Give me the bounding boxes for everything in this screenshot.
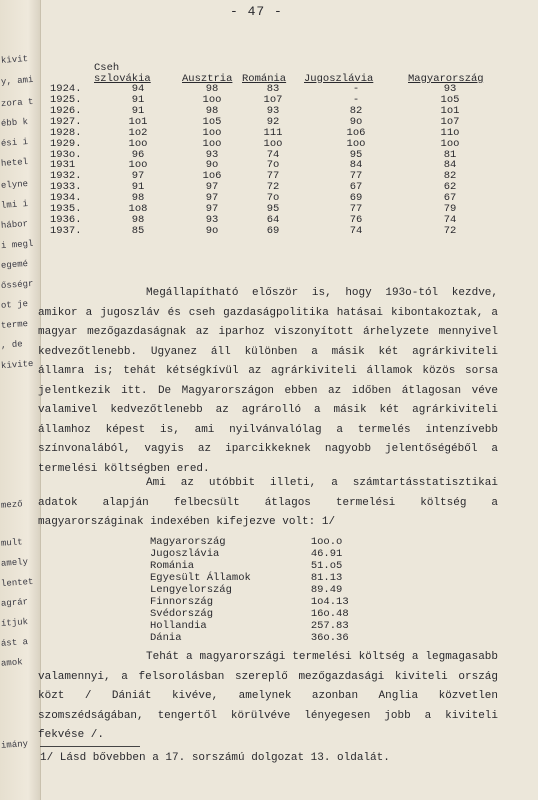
value-cell: 98 (131, 192, 145, 205)
index-row (150, 548, 349, 560)
table-row (50, 128, 492, 139)
margin-fragment: ési i (0, 137, 29, 149)
index-value: 81.13 (310, 572, 343, 584)
index-value: 257.83 (310, 620, 349, 632)
margin-fragment: mező (0, 499, 23, 511)
year-cell: 1925. (50, 94, 82, 107)
year-cell: 1936. (50, 213, 82, 226)
value-cell: 81 (443, 148, 457, 161)
value-cell: 77 (349, 170, 363, 183)
country-name: Svédország (150, 608, 214, 620)
value-cell: 64 (266, 213, 280, 226)
index-row (150, 632, 349, 644)
previous-page-margin (0, 0, 41, 800)
year-cell: 1932. (50, 170, 82, 183)
value-cell: 92 (266, 115, 280, 128)
margin-fragment: imány (0, 739, 29, 751)
year-cell: 1934. (50, 192, 82, 205)
country-name: Dánia (150, 632, 182, 644)
country-name: Hollandia (150, 620, 207, 632)
value-cell: 1o5 (202, 115, 222, 128)
value-cell: 95 (349, 148, 363, 161)
value-cell: 9o (205, 159, 219, 172)
header-ausztria: Ausztria (182, 72, 233, 85)
value-cell: 1o1 (440, 104, 460, 117)
value-cell: 91 (131, 94, 145, 107)
value-cell: 85 (131, 224, 145, 237)
margin-fragment: ot je (0, 299, 29, 311)
year-cell: 1928. (50, 126, 82, 139)
header-cseh: Cseh (94, 61, 120, 74)
value-cell: 1o7 (440, 115, 460, 128)
value-cell: 1o5 (440, 94, 460, 107)
index-row (150, 572, 349, 584)
table-row (50, 215, 492, 226)
header-magyarorszag: Magyarország (408, 72, 484, 85)
index-row (150, 560, 349, 572)
index-value: 1o4.13 (310, 596, 349, 608)
value-cell: 1o7 (263, 94, 283, 107)
margin-fragment: ébb k (0, 117, 29, 129)
footnote-divider (40, 746, 140, 747)
value-cell: 77 (266, 170, 280, 183)
value-cell: 7o (266, 192, 280, 205)
value-cell: 77 (349, 202, 363, 215)
value-cell: 84 (349, 159, 363, 172)
margin-fragment: kivite (0, 358, 34, 372)
value-cell: 67 (349, 181, 363, 194)
index-value: 36o.36 (310, 632, 349, 644)
value-cell: 94 (131, 83, 145, 96)
value-cell: 79 (443, 202, 457, 215)
index-row (150, 620, 349, 632)
value-cell: 74 (349, 224, 363, 237)
value-cell: 95 (266, 202, 280, 215)
index-value: 89.49 (310, 584, 343, 596)
index-row (150, 608, 349, 620)
value-cell: 1oo (202, 126, 222, 139)
value-cell: 97 (205, 202, 219, 215)
value-cell: 1oo (346, 137, 366, 150)
index-row (150, 584, 349, 596)
margin-fragment: ősségr (0, 278, 34, 292)
value-cell: 74 (266, 148, 280, 161)
margin-fragment: lmi i (0, 199, 29, 211)
value-cell: 1oo (263, 137, 283, 150)
margin-fragment: i megl (0, 238, 34, 252)
header-szlovakia: szlovákia (94, 72, 151, 85)
year-cell: 1924. (50, 83, 82, 96)
value-cell: 72 (266, 181, 280, 194)
year-cell: 1935. (50, 202, 82, 215)
year-cell: 193o. (50, 148, 82, 161)
value-cell: 97 (131, 170, 145, 183)
value-cell: 93 (266, 104, 280, 117)
country-name: Finnország (150, 596, 214, 608)
paragraph-1: Megállapítható először is, hogy 193o-tól kezdve, amikor a jugoszláv és cseh gazdaságpolitika hatásai kibontakoztak, a magyar mezőgazdaságnak az iparhoz viszonyított árhelyzete mennyivel kedvezőtlenebb. Ugyanez áll különben a másik két agrárkiviteli államra is; tehát kétségkívül az agrárkiviteli államok közös sorsa jelentkezik itt. De Magyarországon ebben az időben átlagosan véve valamivel kedvezőtlenebb az agrárolló a másik két agrárkiviteli államhoz képest is, ami nyilvánvalólag a termelés intenzívebb színvonalából, vagyis az iparcikkeknek nagyobb jelentőségéből a termelési költségben ered. (38, 287, 498, 475)
value-cell: 9o (349, 115, 363, 128)
value-cell: 1oo (202, 137, 222, 150)
margin-fragment: terme (0, 319, 29, 331)
value-cell: 74 (443, 213, 457, 226)
margin-fragment: amely (0, 557, 29, 569)
value-cell: 98 (205, 83, 219, 96)
margin-fragment: hetel (0, 157, 29, 169)
margin-fragment: y, ami (0, 74, 34, 88)
paragraph-2: Ami az utóbbit illeti, a számtartásstatisztikai adatok alapján felbecsült átlagos termelési költség a magyarországinak indexében kifejezve volt: 1/ (38, 477, 498, 528)
table-row (50, 138, 492, 149)
year-cell: 1926. (50, 104, 82, 117)
year-cell: 1933. (50, 181, 82, 194)
country-name: Románia (150, 560, 195, 572)
country-name: Jugoszlávia (150, 548, 220, 560)
value-cell: - (352, 83, 360, 96)
value-cell: 91 (131, 104, 145, 117)
value-cell: 98 (205, 104, 219, 117)
country-name: Egyesült Államok (150, 572, 251, 584)
value-cell: 82 (443, 170, 457, 183)
value-cell: 1oo (128, 137, 148, 150)
value-cell: 111 (263, 126, 283, 139)
paragraph-3: Tehát a magyarországi termelési költség a legmagasabb valamennyi, a felsorolásban szereplő mezőgazdasági kiviteli ország közt / Dániát kivéve, amelynek azonban Anglia közvetlen szomszédságában, tengertől körülvéve lényegesen jobb a kiviteli fekvése /. (38, 651, 498, 741)
value-cell: 1o6 (202, 170, 222, 183)
index-value: 51.o5 (310, 560, 343, 572)
margin-fragment: elyne (0, 179, 29, 191)
value-cell: 72 (443, 224, 457, 237)
price-index-table (50, 62, 492, 236)
value-cell: 69 (266, 224, 280, 237)
index-row (150, 536, 349, 548)
value-cell: 84 (443, 159, 457, 172)
margin-fragment: , de (0, 339, 23, 351)
year-cell: 1929. (50, 137, 82, 150)
country-name: Magyarország (150, 536, 226, 548)
value-cell: 7o (266, 159, 280, 172)
value-cell: 1oo (128, 159, 148, 172)
margin-fragment: hábor (0, 219, 29, 231)
header-romania: Románia (242, 72, 287, 85)
value-cell: 1o2 (128, 126, 148, 139)
index-value: 1oo.o (310, 536, 343, 548)
value-cell: 82 (349, 104, 363, 117)
header-jugoszlavia: Jugoszlávia (304, 72, 374, 85)
value-cell: 1o6 (346, 126, 366, 139)
margin-fragment: kivit (0, 54, 29, 66)
margin-fragment: ást a (0, 637, 29, 649)
value-cell: 76 (349, 213, 363, 226)
table-header-top-row (50, 62, 492, 73)
value-cell: 62 (443, 181, 457, 194)
value-cell: 83 (266, 83, 280, 96)
value-cell: 93 (205, 213, 219, 226)
margin-fragment: egemé (0, 259, 29, 271)
value-cell: 11o (440, 126, 460, 139)
margin-fragment: agrár (0, 597, 29, 609)
value-cell: 9o (205, 224, 219, 237)
value-cell: 1oo (202, 94, 222, 107)
index-value: 16o.48 (310, 608, 349, 620)
margin-fragment: ítjuk (0, 617, 29, 629)
value-cell: 93 (205, 148, 219, 161)
cost-index-list (150, 536, 349, 644)
value-cell: 1o1 (128, 115, 148, 128)
margin-fragment: mult (0, 537, 23, 549)
year-cell: 1937. (50, 224, 82, 237)
value-cell: 97 (205, 181, 219, 194)
country-name: Lengyelország (150, 584, 232, 596)
value-cell: - (352, 94, 360, 107)
value-cell: 93 (443, 83, 457, 96)
value-cell: 1o8 (128, 202, 148, 215)
value-cell: 97 (205, 192, 219, 205)
table-body (50, 84, 492, 236)
year-cell: 1927. (50, 115, 82, 128)
margin-fragment: lentet (0, 576, 34, 590)
index-value: 46.91 (310, 548, 343, 560)
margin-fragment: amok (0, 657, 23, 669)
table-row (50, 226, 492, 237)
year-cell: 1931 (50, 159, 76, 172)
index-row (150, 596, 349, 608)
value-cell: 91 (131, 181, 145, 194)
page-number: - 47 - (230, 4, 283, 19)
value-cell: 1oo (440, 137, 460, 150)
footnote: 1/ Lásd bővebben a 17. sorszámú dolgozat 13. oldalát. (40, 752, 390, 764)
table-row (50, 117, 492, 128)
value-cell: 96 (131, 148, 145, 161)
value-cell: 67 (443, 192, 457, 205)
margin-fragment: zora t (0, 96, 34, 110)
value-cell: 69 (349, 192, 363, 205)
value-cell: 98 (131, 213, 145, 226)
